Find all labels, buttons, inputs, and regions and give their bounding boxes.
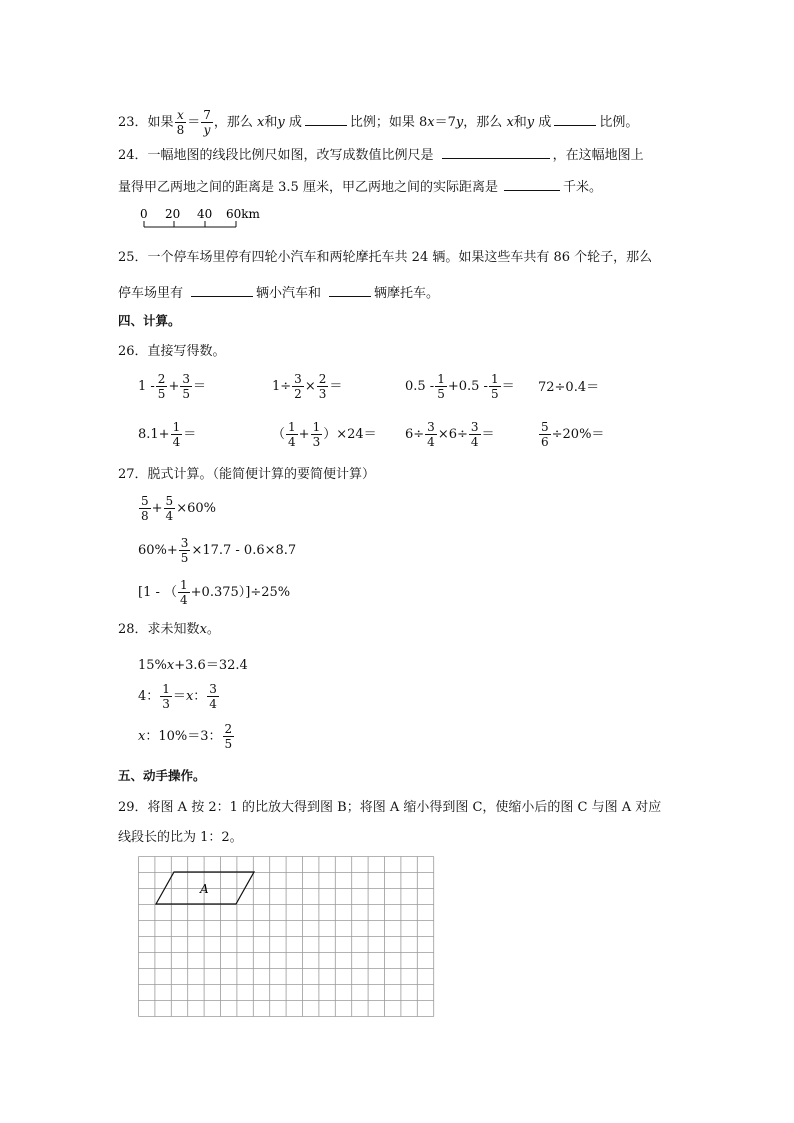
scale-bar: [136, 206, 266, 230]
grid-lines: [139, 857, 434, 1017]
fraction-7-over-y: $\frac{7}{y}$: [203, 108, 211, 137]
answer-blank-23a[interactable]: [305, 113, 347, 126]
question-29-line2: 线段长的比为 1：2。: [118, 830, 243, 845]
section-4-title: 四、计算。: [118, 313, 181, 328]
question-28: 28．求未知数x。: [118, 622, 220, 637]
expr-28-e3: x：10%＝3： $\frac{2}{5}$: [138, 722, 233, 751]
expr-26-r1e4: 72÷0.4＝: [538, 380, 600, 395]
answer-blank-23b[interactable]: [554, 113, 596, 126]
question-27: 27．脱式计算。（能简便计算的要简便计算）: [118, 467, 376, 482]
expr-28-e1: 15%x+3.6＝32.4: [138, 658, 248, 673]
fraction-x-over-8: $\frac{x}{8}$: [176, 108, 185, 137]
answer-blank-24b[interactable]: [504, 178, 560, 191]
drawing-grid[interactable]: [138, 856, 436, 1022]
figure-a-label: A: [200, 882, 209, 896]
expr-26-r1e1: 1 - $\frac{2}{5}$ + $\frac{3}{5}$ ＝: [138, 372, 206, 401]
question-29: 29．将图 A 按 2：1 的比放大得到图 B；将图 A 缩小得到图 C，使缩小后的图 C 与图 A 对应: [118, 800, 662, 815]
question-24: 24．一幅地图的线段比例尺如图，改写成数值比例尺是 ，在这幅地图上: [118, 148, 644, 163]
section-5-title: 五、动手操作。: [118, 768, 206, 783]
question-25: 25．一个停车场里停有四轮小汽车和两轮摩托车共 24 辆。如果这些车共有 86 个轮子，那么: [118, 250, 653, 265]
expr-26-r2e1: 8.1+ $\frac{1}{4}$ ＝: [138, 420, 197, 449]
scale-label-0: 0: [140, 207, 148, 221]
expr-26-r1e2: 1÷ $\frac{3}{2}$ × $\frac{2}{3}$ ＝: [272, 372, 343, 401]
question-24-line2: 量得甲乙两地之间的距离是 3.5 厘米，甲乙两地之间的实际距离是 千米。: [118, 180, 602, 195]
question-26: 26．直接写得数。: [118, 344, 226, 359]
expr-26-r2e2: （ $\frac{1}{4}$ + $\frac{1}{3}$ ）×24＝: [272, 420, 377, 449]
expr-27-e1: $\frac{5}{8}$ + $\frac{5}{4}$ ×60%: [141, 494, 216, 523]
expr-27-e3: [1 - （ $\frac{1}{4}$ +0.375）]÷25%: [138, 578, 291, 607]
question-25-line2: 停车场里有 辆小汽车和 辆摩托车。: [118, 286, 440, 301]
scale-label-60km: 60km: [226, 207, 260, 221]
expr-28-e2: 4： $\frac{1}{3}$ ＝x： $\frac{3}{4}$: [138, 682, 217, 711]
expr-26-r2e3: 6÷ $\frac{3}{4}$ ×6÷ $\frac{3}{4}$ ＝: [405, 420, 495, 449]
answer-blank-25a[interactable]: [191, 284, 253, 297]
scale-label-20: 20: [165, 207, 181, 221]
expr-27-e2: 60%+ $\frac{3}{5}$ ×17.7 - 0.6×8.7: [138, 536, 297, 565]
expr-26-r2e4: $\frac{5}{6}$ ÷20%＝: [541, 420, 605, 449]
question-23: 23．如果 $\frac{x}{8}$ ＝ $\frac{7}{y}$ ，那么 x和y 成 比例；如果 8x＝7y，那么 x和y 成 比例。: [118, 108, 639, 137]
answer-blank-24a[interactable]: [442, 146, 550, 159]
answer-blank-25b[interactable]: [329, 284, 371, 297]
expr-26-r1e3: 0.5 - $\frac{1}{5}$ +0.5 - $\frac{1}{5}$ ＝: [405, 372, 515, 401]
scale-label-40: 40: [197, 207, 213, 221]
grid-svg[interactable]: [138, 856, 436, 1018]
